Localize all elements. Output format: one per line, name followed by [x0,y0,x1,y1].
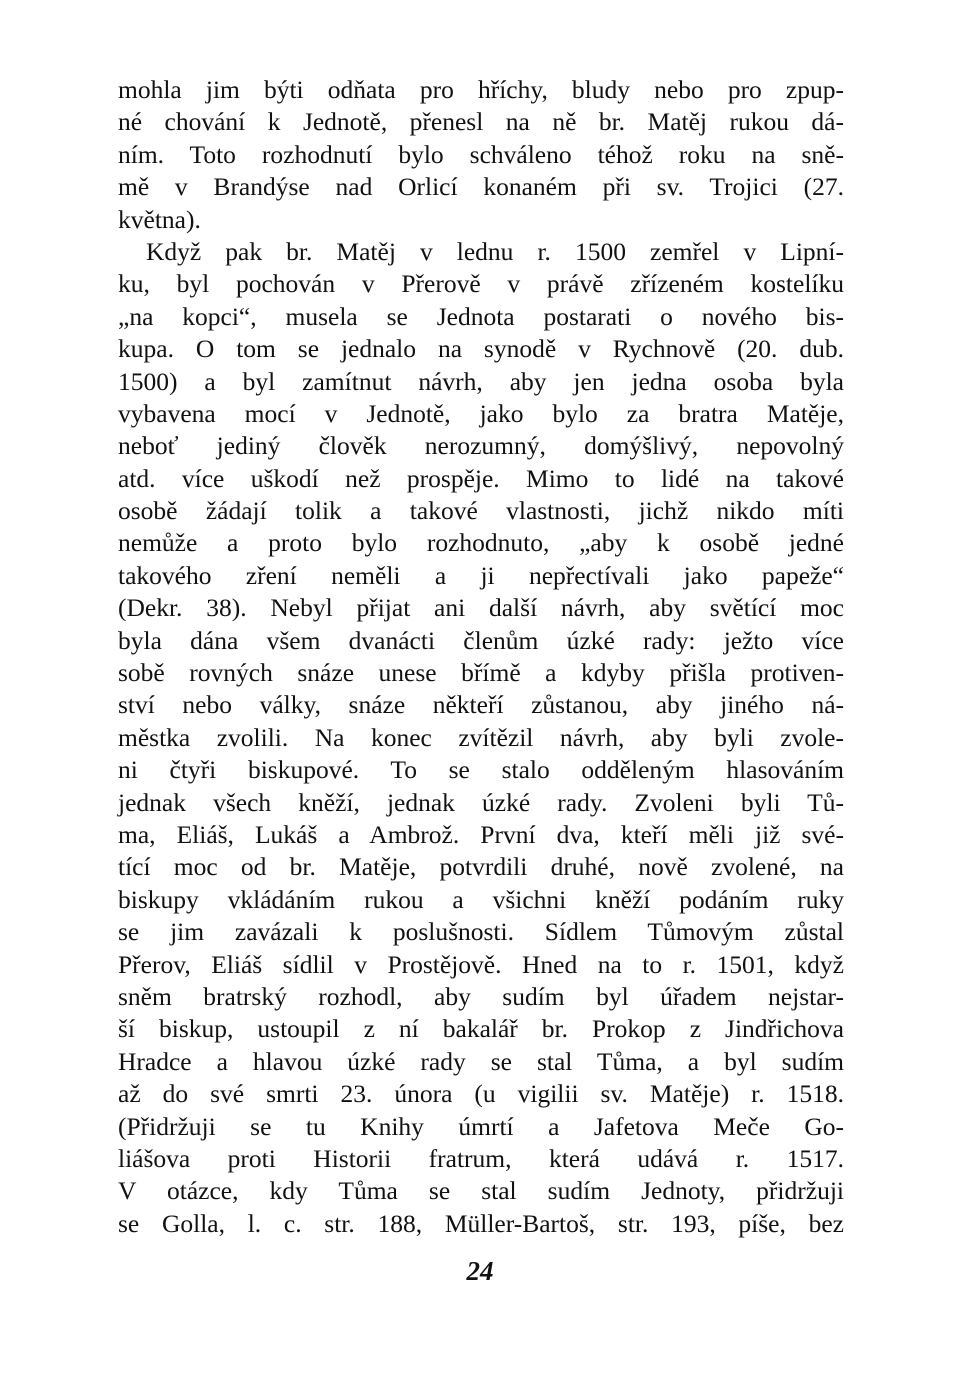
text-line: ma, Eliáš, Lukáš a Ambrož. První dva, kteří měli již své- [118,819,844,849]
text-line: května). [118,204,201,234]
text-line: mě v Brandýse nad Orlicí konaném při sv. Trojici (27. [118,172,844,202]
text-line: „na kopci“, musela se Jednota postarati o nového bis- [118,301,844,331]
text-line: liášova proti Historii fratrum, která udává r. 1517. [118,1143,844,1173]
text-line: mohla jim býti odňata pro hříchy, bludy nebo pro zpup- [118,75,844,104]
text-line: ku, byl pochován v Přerově v právě zřízeném kostelíku [118,269,844,299]
text-line: Hradce a hlavou úzké rady se stal Tůma, a byl sudím [118,1046,844,1076]
text-line: takového zření neměli a ji nepřectívali jako papeže“ [118,560,844,590]
text-line: ni čtyři biskupové. To se stalo odděleným hlasováním [118,755,844,785]
text-line: až do své smrti 23. února (u vigilii sv. Matěje) r. 1518. [118,1079,844,1109]
text-line: Přerov, Eliáš sídlil v Prostějově. Hned na to r. 1501, když [118,949,844,979]
text-line: (Dekr. 38). Nebyl přijat ani další návrh, aby světící moc [118,593,844,623]
text-line: Když pak br. Matěj v lednu r. 1500 zemřel v Lipní- [146,236,844,266]
text-line: se jim zavázali k poslušnosti. Sídlem Tůmovým zůstal [118,917,844,947]
text-line: jednak všech kněží, jednak úzké rady. Zvoleni byli Tů- [118,787,844,817]
text-line: sobě rovných snáze unese břímě a kdyby přišla protiven- [118,658,844,688]
text-line: kupa. O tom se jednalo na synodě v Rychnově (20. dub. [118,334,844,364]
text-line: (Přidržuji se tu Knihy úmrtí a Jafetova Meče Go- [118,1111,844,1141]
text-line: sněm bratrský rozhodl, aby sudím byl úřadem nejstar- [118,981,844,1011]
text-line: 1500) a byl zamítnut návrh, aby jen jedna osoba byla [118,366,844,396]
text-line: ním. Toto rozhodnutí bylo schváleno téhož roku na sně- [118,139,844,169]
text-line: ší biskup, ustoupil z ní bakalář br. Prokop z Jindřichova [118,1014,844,1044]
text-line: ství nebo války, snáze někteří zůstanou, aby jiného ná- [118,690,844,720]
text-line: vybavena mocí v Jednotě, jako bylo za bratra Matěje, [118,398,844,428]
page-number: 24 [466,1256,494,1286]
text-line: né chování k Jednotě, přenesl na ně br. Matěj rukou dá- [118,107,844,137]
text-line: nemůže a proto bylo rozhodnuto, „aby k osobě jedné [118,528,844,558]
text-line: osobě žádají tolik a takové vlastnosti, jichž nikdo míti [118,496,844,526]
text-line: neboť jediný člověk nerozumný, domýšlivý, nepovolný [118,431,844,461]
text-line: byla dána všem dvanácti členům úzké rady: ježto více [118,625,844,655]
text-line: se Golla, l. c. str. 188, Müller-Bartoš, str. 193, píše, bez [118,1208,844,1238]
text-line: atd. více uškodí než prospěje. Mimo to lidé na takové [118,463,844,493]
text-line: městka zvolili. Na konec zvítězil návrh, aby byli zvole- [118,722,844,752]
text-line: V otázce, kdy Tůma se stal sudím Jednoty, přidržuji [118,1176,844,1206]
body-text [118,74,844,1240]
text-line: tící moc od br. Matěje, potvrdili druhé, nově zvolené, na [118,852,844,882]
text-line: biskupy vkládáním rukou a všichni kněží podáním ruky [118,884,844,914]
